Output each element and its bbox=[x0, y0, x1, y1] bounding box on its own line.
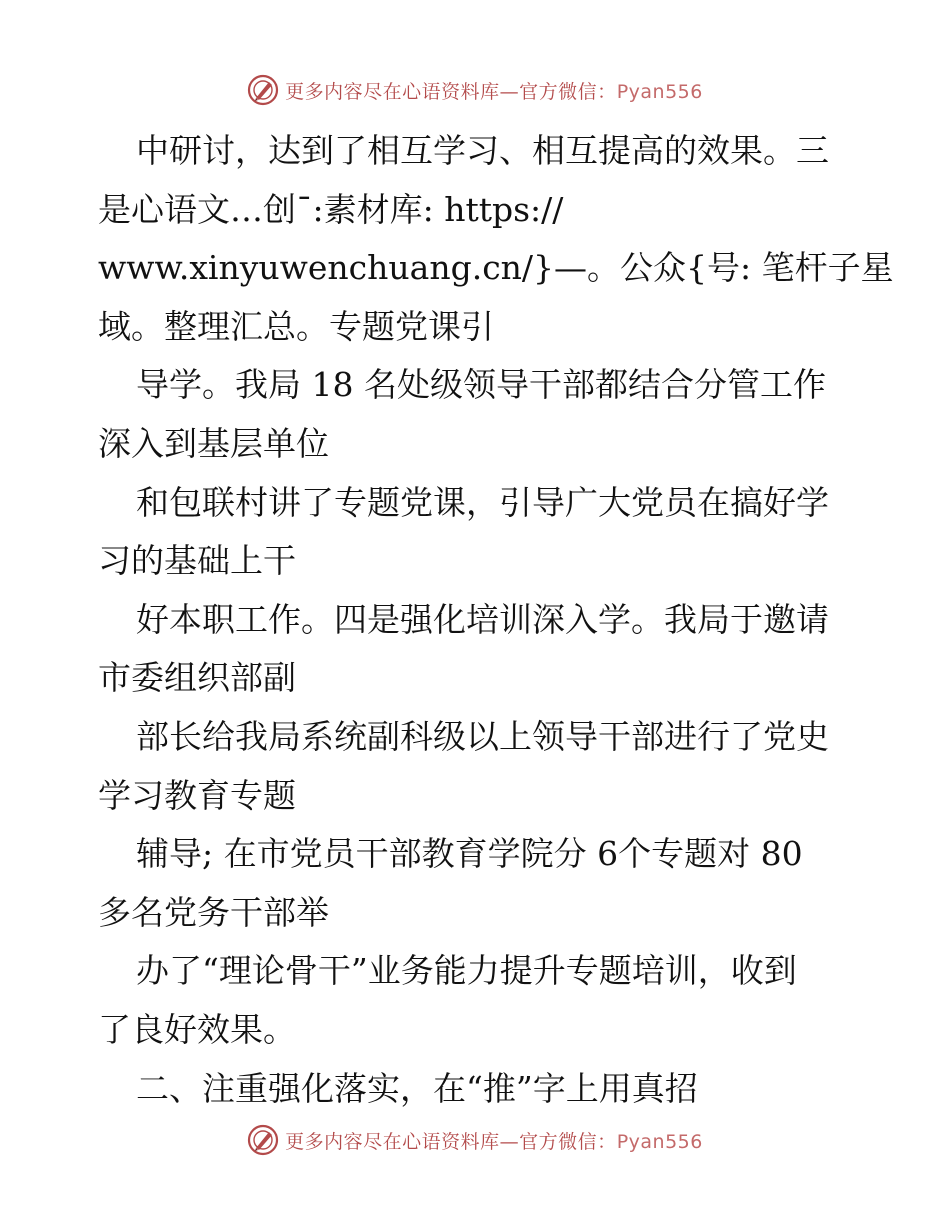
header-brand: 更多内容尽在心语资料库 bbox=[285, 80, 500, 103]
text-line: 好本职工作。四是强化培训深入学。我局于邀请 bbox=[136, 599, 829, 639]
footer-wechat-label: 官方微信： bbox=[519, 1130, 617, 1153]
document-body bbox=[98, 122, 894, 1118]
text-line: 深入到基层单位 bbox=[98, 423, 329, 463]
text-line: 学习教育专题 bbox=[98, 775, 296, 815]
footer-separator: — bbox=[499, 1130, 520, 1153]
text-line: 域。整理汇总。专题党课引 bbox=[98, 306, 494, 346]
text-line: 习的基础上干 bbox=[98, 541, 296, 581]
header-watermark bbox=[0, 70, 950, 110]
header-wechat-label: 官方微信： bbox=[519, 80, 617, 103]
header-wechat-id: Pyan556 bbox=[616, 80, 703, 103]
footer-wechat-id: Pyan556 bbox=[616, 1130, 703, 1153]
text-line: 导学。我局 18 名处级领导干部都结合分管工作 bbox=[136, 365, 826, 405]
pen-logo-icon bbox=[247, 74, 279, 106]
text-line: 辅导; 在市党员干部教育学院分 6个专题对 80 bbox=[136, 834, 803, 874]
text-line: 多名党务干部举 bbox=[98, 892, 329, 932]
footer-watermark bbox=[0, 1120, 950, 1160]
text-line: www.xinyuwenchuang.cn/}—。公众{号: 笔杆子星 bbox=[98, 248, 894, 288]
text-line: 中研讨，达到了相互学习、相互提高的效果。三 bbox=[136, 131, 829, 170]
text-line: 办了“理论骨干”业务能力提升专题培训，收到 bbox=[136, 951, 797, 991]
text-line: 部长给我局系统副科级以上领导干部进行了党史 bbox=[136, 716, 829, 756]
footer-brand: 更多内容尽在心语资料库 bbox=[285, 1130, 500, 1153]
text-line: 和包联村讲了专题党课，引导广大党员在搞好学 bbox=[136, 482, 829, 522]
section-heading: 二、注重强化落实，在“推”字上用真招 bbox=[136, 1068, 698, 1108]
text-line: 是心语文…创¯:素材库: https:// bbox=[98, 189, 564, 229]
header-separator: — bbox=[499, 80, 520, 103]
pen-logo-icon bbox=[247, 1124, 279, 1156]
text-line: 了良好效果。 bbox=[98, 1009, 296, 1049]
text-line: 市委组织部副 bbox=[98, 658, 296, 698]
